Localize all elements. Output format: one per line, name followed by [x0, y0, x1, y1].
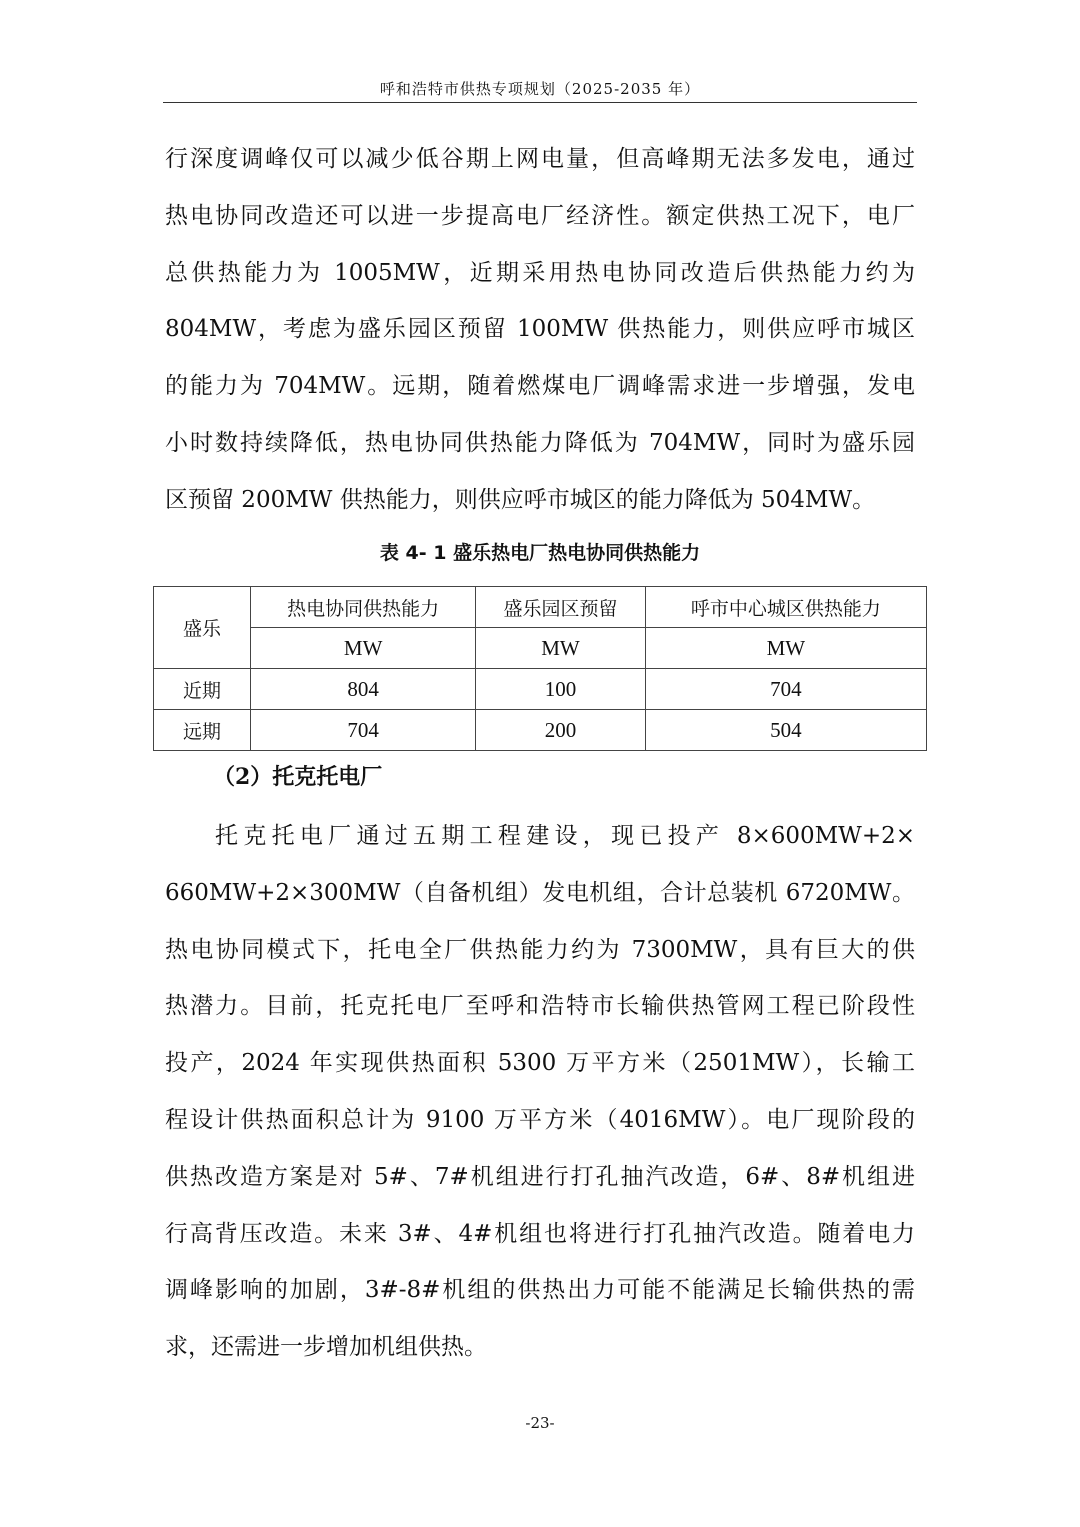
text-line: 托克托电厂通过五期工程建设，现已投产 8×600MW+2× — [215, 823, 915, 849]
text-line: 小时数持续降低，热电协同供热能力降低为 704MW，同时为盛乐园 — [165, 429, 915, 456]
table-cell: 100 — [476, 669, 645, 710]
text-line: 总供热能力为 1005MW，近期采用热电协同改造后供热能力约为 — [165, 259, 915, 286]
header-rule — [163, 102, 917, 103]
section-subheading: （2）托克托电厂 — [213, 764, 383, 790]
text-line: 程设计供热面积总计为 9100 万平方米（4016MW）。电厂现阶段的 — [165, 1106, 915, 1133]
table-corner: 盛乐 — [154, 587, 251, 669]
table-unit-row — [154, 628, 927, 669]
text-line: 调峰影响的加剧，3#-8#机组的供热出力可能不能满足长输供热的需 — [165, 1277, 915, 1304]
table-cell: 704 — [645, 669, 926, 710]
paragraph-1 — [165, 131, 915, 529]
text-line: 的能力为 704MW。远期，随着燃煤电厂调峰需求进一步增强，发电 — [165, 373, 915, 400]
row-label: 远期 — [154, 710, 251, 751]
heating-capacity-table — [153, 586, 927, 751]
text-line: 660MW+2×300MW（自备机组）发电机组，合计总装机 6720MW。 — [165, 879, 915, 906]
text-line: 供热改造方案是对 5#、7#机组进行打孔抽汽改造，6#、8#机组进 — [165, 1163, 915, 1190]
table-header-row — [154, 587, 927, 628]
column-header: 呼市中心城区供热能力 — [645, 587, 926, 628]
column-header: 热电协同供热能力 — [251, 587, 476, 628]
table-cell: 200 — [476, 710, 645, 751]
paragraph-2 — [165, 808, 915, 1376]
unit-cell: MW — [645, 628, 926, 669]
table-row — [154, 669, 927, 710]
running-header: 呼和浩特市供热专项规划（2025-2035 年） — [379, 80, 701, 98]
text-line: 行深度调峰仅可以减少低谷期上网电量，但高峰期无法多发电，通过 — [165, 146, 915, 172]
unit-cell: MW — [476, 628, 645, 669]
text-line: 804MW，考虑为盛乐园区预留 100MW 供热能力，则供应呼市城区 — [165, 316, 915, 343]
text-line: 行高背压改造。未来 3#、4#机组也将进行打孔抽汽改造。随着电力 — [165, 1220, 915, 1247]
text-line: 区预留 200MW 供热能力，则供应呼市城区的能力降低为 504MW。 — [165, 486, 876, 513]
text-line: 热电协同模式下，托电全厂供热能力约为 7300MW，具有巨大的供 — [165, 936, 915, 963]
table-row — [154, 710, 927, 751]
text-line: 投产，2024 年实现供热面积 5300 万平方米（2501MW），长输工 — [165, 1050, 915, 1077]
table-cell: 804 — [251, 669, 476, 710]
table-caption: 表 4- 1 盛乐热电厂热电协同供热能力 — [379, 542, 701, 564]
text-line: 求，还需进一步增加机组供热。 — [165, 1334, 487, 1361]
unit-cell: MW — [251, 628, 476, 669]
text-line: 热电协同改造还可以进一步提高电厂经济性。额定供热工况下，电厂 — [165, 202, 915, 229]
column-header: 盛乐园区预留 — [476, 587, 645, 628]
page-number: -23- — [525, 1414, 555, 1432]
row-label: 近期 — [154, 669, 251, 710]
table-cell: 704 — [251, 710, 476, 751]
text-line: 热潜力。目前，托克托电厂至呼和浩特市长输供热管网工程已阶段性 — [165, 993, 915, 1020]
table-cell: 504 — [645, 710, 926, 751]
